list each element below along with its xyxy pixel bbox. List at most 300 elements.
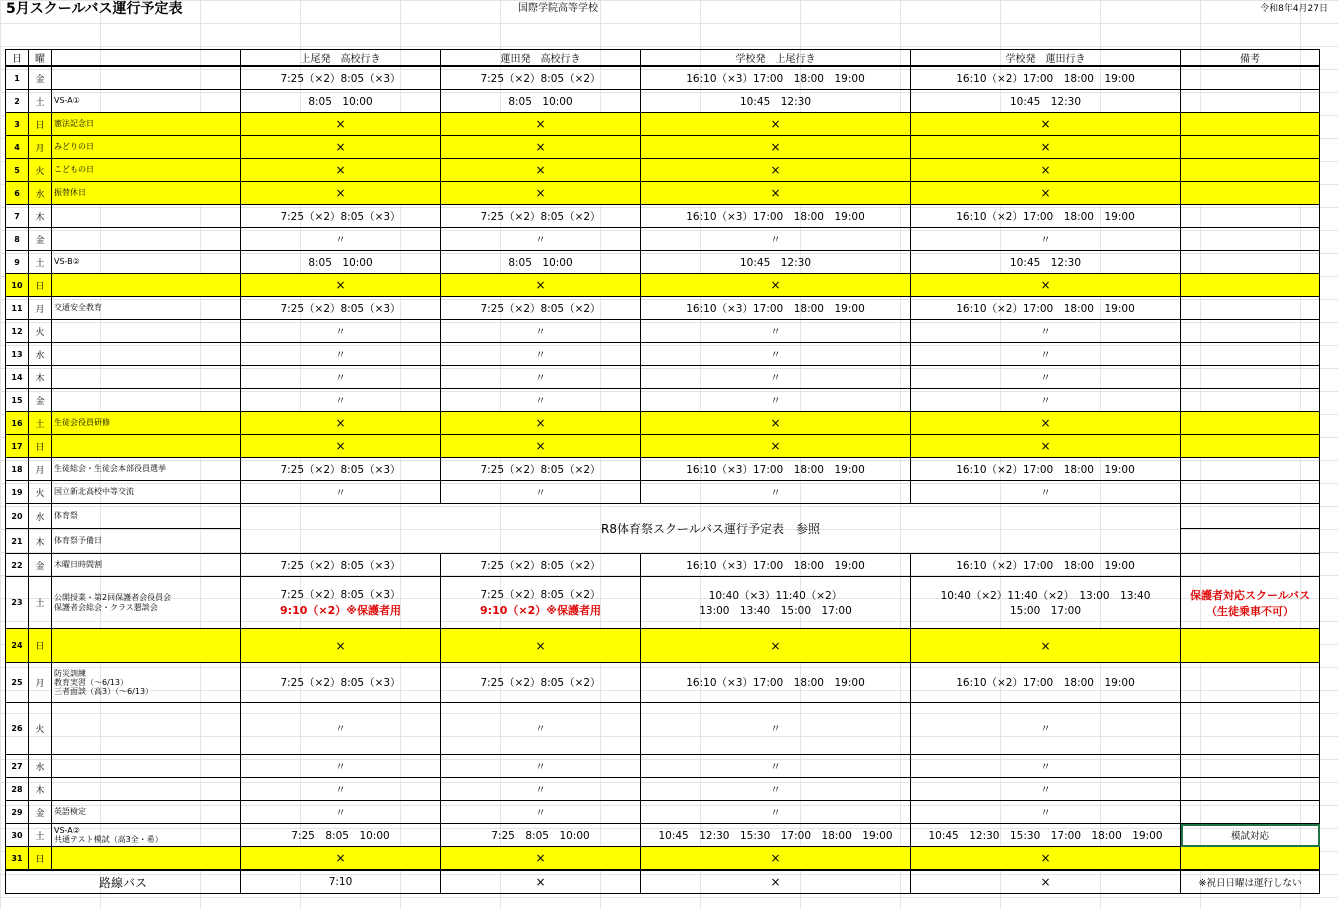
- time-text: 〃: [770, 486, 781, 499]
- school-to-hasuda-cell[interactable]: [911, 159, 1181, 182]
- day-cell[interactable]: 31: [6, 847, 29, 871]
- weekday-cell[interactable]: 土: [29, 412, 52, 435]
- day-cell[interactable]: 27: [6, 755, 29, 778]
- weekday-cell[interactable]: 木: [29, 778, 52, 801]
- hasuda-to-school-cell[interactable]: [441, 847, 641, 871]
- school-to-ageo-cell[interactable]: [641, 113, 911, 136]
- note-text-line2: （生徒乗車不可）: [1206, 604, 1294, 618]
- event-cell[interactable]: [52, 274, 241, 297]
- school-to-ageo-cell[interactable]: [641, 412, 911, 435]
- header-hasuda-to-school[interactable]: 蓮田発 高校行き: [441, 50, 641, 67]
- event-cell[interactable]: [52, 435, 241, 458]
- day-cell[interactable]: 25: [6, 663, 29, 703]
- time-text: 16:10（×3）17:00 18:00 19:00: [686, 677, 865, 689]
- day-cell[interactable]: 2: [6, 90, 29, 113]
- ageo-to-school-cell[interactable]: [241, 297, 441, 320]
- hasuda-to-school-cell[interactable]: [441, 228, 641, 251]
- time-text: 〃: [1040, 325, 1051, 338]
- school-to-hasuda-cell[interactable]: [911, 90, 1181, 113]
- hasuda-to-school-cell[interactable]: [441, 343, 641, 366]
- note-cell[interactable]: [1181, 205, 1320, 228]
- day-cell[interactable]: 21: [6, 529, 29, 554]
- school-to-hasuda-cell[interactable]: [911, 703, 1181, 755]
- day-cell[interactable]: 23: [6, 577, 29, 629]
- note-cell[interactable]: [1181, 801, 1320, 824]
- note-cell[interactable]: [1181, 663, 1320, 703]
- header-note[interactable]: 備考: [1181, 50, 1320, 67]
- school-to-ageo-cell[interactable]: [641, 629, 911, 663]
- day-cell[interactable]: 8: [6, 228, 29, 251]
- time-text: 〃: [535, 723, 546, 735]
- weekday-cell[interactable]: 金: [29, 389, 52, 412]
- hasuda-to-school-cell[interactable]: [441, 297, 641, 320]
- school-to-ageo-cell[interactable]: [641, 66, 911, 90]
- school-to-ageo-cell[interactable]: [641, 847, 911, 871]
- ageo-to-school-cell[interactable]: [241, 320, 441, 343]
- ageo-to-school-cell[interactable]: [241, 136, 441, 159]
- note-cell[interactable]: [1181, 824, 1320, 847]
- weekday-cell[interactable]: 月: [29, 458, 52, 481]
- day-cell[interactable]: 6: [6, 182, 29, 205]
- route-bus-cell[interactable]: 7:10: [241, 870, 441, 894]
- school-to-hasuda-cell[interactable]: [911, 228, 1181, 251]
- school-to-ageo-cell[interactable]: [641, 297, 911, 320]
- school-to-hasuda-cell[interactable]: [911, 629, 1181, 663]
- hasuda-to-school-cell[interactable]: [441, 481, 641, 504]
- school-to-hasuda-cell[interactable]: [911, 801, 1181, 824]
- route-bus-note[interactable]: ※祝日日曜は運行しない: [1181, 870, 1320, 894]
- weekday-cell[interactable]: 木: [29, 529, 52, 554]
- hasuda-to-school-cell[interactable]: [441, 629, 641, 663]
- note-cell[interactable]: [1181, 554, 1320, 577]
- weekday-cell[interactable]: 月: [29, 297, 52, 320]
- weekday-cell[interactable]: 金: [29, 554, 52, 577]
- school-to-ageo-cell[interactable]: [641, 90, 911, 113]
- time-text: 16:10（×3）17:00 18:00 19:00: [686, 559, 865, 572]
- school-to-ageo-cell[interactable]: [641, 389, 911, 412]
- day-cell[interactable]: 24: [6, 629, 29, 663]
- ageo-to-school-cell[interactable]: [241, 824, 441, 847]
- ageo-to-school-cell[interactable]: [241, 412, 441, 435]
- hasuda-to-school-cell[interactable]: [441, 159, 641, 182]
- ageo-to-school-cell[interactable]: [241, 251, 441, 274]
- ageo-to-school-cell[interactable]: [241, 90, 441, 113]
- day-cell[interactable]: 9: [6, 251, 29, 274]
- event-cell[interactable]: 体育祭: [52, 504, 241, 529]
- school-to-ageo-cell[interactable]: [641, 801, 911, 824]
- school-to-hasuda-cell[interactable]: [911, 755, 1181, 778]
- hasuda-to-school-cell[interactable]: [441, 412, 641, 435]
- school-to-ageo-cell[interactable]: [641, 755, 911, 778]
- hasuda-to-school-cell[interactable]: [441, 755, 641, 778]
- event-cell[interactable]: 生徒会役員研修: [52, 412, 241, 435]
- day-cell[interactable]: 29: [6, 801, 29, 824]
- day-cell[interactable]: 28: [6, 778, 29, 801]
- time-text: ×: [1040, 439, 1051, 453]
- day-cell[interactable]: 26: [6, 703, 29, 755]
- hasuda-to-school-cell[interactable]: [441, 113, 641, 136]
- hasuda-to-school-cell[interactable]: [441, 778, 641, 801]
- note-cell[interactable]: [1181, 66, 1320, 90]
- issue-date: 令和8年4月27日: [1260, 4, 1328, 14]
- weekday-cell[interactable]: 土: [29, 577, 52, 629]
- schedule-row: [6, 366, 1320, 389]
- time-text: 10:45 12:30: [739, 256, 812, 269]
- ageo-to-school-cell[interactable]: [241, 366, 441, 389]
- school-to-hasuda-cell[interactable]: [911, 136, 1181, 159]
- ageo-to-school-cell[interactable]: [241, 778, 441, 801]
- ageo-to-school-cell[interactable]: [241, 703, 441, 755]
- day-cell[interactable]: 16: [6, 412, 29, 435]
- ageo-to-school-cell[interactable]: [241, 554, 441, 577]
- event-cell[interactable]: [52, 366, 241, 389]
- header-school-to-hasuda[interactable]: 学校発 蓮田行き: [911, 50, 1181, 67]
- time-text: 10:45 12:30: [739, 95, 812, 108]
- time-text: ×: [1040, 186, 1051, 200]
- time-text: 10:45 12:30: [1009, 95, 1082, 108]
- time-text: ×: [535, 416, 546, 430]
- event-cell[interactable]: [52, 755, 241, 778]
- ageo-to-school-cell[interactable]: [241, 577, 441, 629]
- hasuda-to-school-cell[interactable]: [441, 136, 641, 159]
- weekday-cell[interactable]: 木: [29, 366, 52, 389]
- weekday-cell[interactable]: 日: [29, 629, 52, 663]
- ageo-to-school-cell[interactable]: [241, 113, 441, 136]
- day-cell[interactable]: 17: [6, 435, 29, 458]
- day-cell[interactable]: 30: [6, 824, 29, 847]
- day-cell[interactable]: 15: [6, 389, 29, 412]
- hasuda-to-school-cell[interactable]: [441, 663, 641, 703]
- day-cell[interactable]: 11: [6, 297, 29, 320]
- time-text: ×: [770, 439, 781, 453]
- time-text: 〃: [770, 348, 781, 361]
- event-cell[interactable]: [52, 66, 241, 90]
- event-cell[interactable]: 公開授業・第2回保護者会役員会 保護者会総会・クラス懇談会: [52, 577, 241, 629]
- time-text: 〃: [535, 806, 546, 819]
- school-to-ageo-cell[interactable]: [641, 228, 911, 251]
- event-cell[interactable]: 憲法記念日: [52, 113, 241, 136]
- day-cell[interactable]: 18: [6, 458, 29, 481]
- hasuda-to-school-cell[interactable]: [441, 90, 641, 113]
- time-text: ×: [1040, 638, 1051, 653]
- hasuda-to-school-cell[interactable]: [441, 458, 641, 481]
- weekday-cell[interactable]: 日: [29, 113, 52, 136]
- hasuda-to-school-cell[interactable]: [441, 320, 641, 343]
- ageo-to-school-cell[interactable]: [241, 66, 441, 90]
- hasuda-to-school-cell[interactable]: [441, 577, 641, 629]
- time-text: ×: [770, 140, 781, 154]
- note-cell[interactable]: [1181, 577, 1320, 629]
- weekday-cell[interactable]: 土: [29, 90, 52, 113]
- schedule-row: [6, 343, 1320, 366]
- note-cell[interactable]: [1181, 251, 1320, 274]
- time-text: 〃: [1040, 371, 1051, 384]
- ageo-to-school-cell[interactable]: [241, 435, 441, 458]
- time-text: 〃: [770, 760, 781, 773]
- note-cell[interactable]: [1181, 481, 1320, 504]
- school-to-hasuda-cell[interactable]: [911, 182, 1181, 205]
- note-cell[interactable]: [1181, 755, 1320, 778]
- header-school-to-ageo[interactable]: 学校発 上尾行き: [641, 50, 911, 67]
- note-cell[interactable]: [1181, 297, 1320, 320]
- time-text: 〃: [535, 486, 546, 499]
- event-cell[interactable]: 体育祭予備日: [52, 529, 241, 554]
- note-cell[interactable]: [1181, 629, 1320, 663]
- school-to-ageo-cell[interactable]: [641, 251, 911, 274]
- time-text: 7:25（×2）8:05（×3）: [280, 302, 401, 315]
- event-cell[interactable]: [52, 847, 241, 871]
- weekday-cell[interactable]: 水: [29, 504, 52, 529]
- weekday-cell[interactable]: 月: [29, 663, 52, 703]
- day-cell[interactable]: 10: [6, 274, 29, 297]
- event-cell[interactable]: VS-A①: [52, 90, 241, 113]
- route-bus-label[interactable]: 路線バス: [6, 870, 241, 894]
- school-to-hasuda-cell[interactable]: [911, 274, 1181, 297]
- school-to-ageo-cell[interactable]: [641, 274, 911, 297]
- school-to-hasuda-cell[interactable]: [911, 66, 1181, 90]
- time-text: ×: [335, 278, 346, 292]
- school-to-ageo-cell[interactable]: [641, 481, 911, 504]
- event-cell[interactable]: 国立新北高校中等交流: [52, 481, 241, 504]
- time-text: 7:25（×2）8:05（×2）: [480, 677, 601, 689]
- note-cell[interactable]: [1181, 778, 1320, 801]
- ageo-to-school-cell[interactable]: [241, 343, 441, 366]
- school-to-ageo-cell[interactable]: [641, 320, 911, 343]
- ageo-to-school-cell[interactable]: [241, 182, 441, 205]
- time-text: 10:45 12:30: [1009, 256, 1082, 269]
- day-cell[interactable]: 3: [6, 113, 29, 136]
- day-cell[interactable]: 14: [6, 366, 29, 389]
- event-cell[interactable]: [52, 228, 241, 251]
- time-text: ×: [1040, 163, 1051, 177]
- time-text: 〃: [770, 233, 781, 246]
- event-cell[interactable]: [52, 778, 241, 801]
- school-to-ageo-cell[interactable]: [641, 824, 911, 847]
- ageo-to-school-cell[interactable]: [241, 481, 441, 504]
- school-to-ageo-cell[interactable]: [641, 205, 911, 228]
- event-cell[interactable]: 交通安全教育: [52, 297, 241, 320]
- weekday-cell[interactable]: 金: [29, 801, 52, 824]
- school-to-hasuda-cell[interactable]: [911, 577, 1181, 629]
- ageo-to-school-cell[interactable]: [241, 228, 441, 251]
- school-to-hasuda-cell[interactable]: [911, 435, 1181, 458]
- time-text: 16:10（×3）17:00 18:00 19:00: [686, 210, 865, 223]
- note-cell[interactable]: [1181, 847, 1320, 871]
- hasuda-to-school-cell[interactable]: [441, 703, 641, 755]
- hasuda-to-school-cell[interactable]: [441, 274, 641, 297]
- time-text: ×: [770, 851, 781, 865]
- time-text: ×: [535, 163, 546, 177]
- school-to-ageo-cell[interactable]: [641, 458, 911, 481]
- school-to-hasuda-cell[interactable]: [911, 554, 1181, 577]
- school-to-hasuda-cell[interactable]: [911, 366, 1181, 389]
- weekday-cell[interactable]: 金: [29, 228, 52, 251]
- note-cell[interactable]: [1181, 366, 1320, 389]
- event-cell[interactable]: [52, 343, 241, 366]
- note-cell[interactable]: [1181, 90, 1320, 113]
- school-to-hasuda-cell[interactable]: [911, 663, 1181, 703]
- header-weekday[interactable]: 曜: [29, 50, 52, 67]
- hasuda-to-school-cell[interactable]: [441, 435, 641, 458]
- route-bus-cell[interactable]: ×: [641, 870, 911, 894]
- ageo-to-school-cell[interactable]: [241, 458, 441, 481]
- school-to-ageo-cell[interactable]: [641, 554, 911, 577]
- ageo-to-school-cell[interactable]: [241, 159, 441, 182]
- school-to-hasuda-cell[interactable]: [911, 778, 1181, 801]
- ageo-to-school-cell[interactable]: [241, 389, 441, 412]
- note-cell[interactable]: [1181, 159, 1320, 182]
- school-to-ageo-cell[interactable]: [641, 577, 911, 629]
- ageo-to-school-cell[interactable]: [241, 847, 441, 871]
- note-cell[interactable]: [1181, 504, 1320, 529]
- day-cell[interactable]: 13: [6, 343, 29, 366]
- note-cell[interactable]: [1181, 703, 1320, 755]
- schedule-row: [6, 113, 1320, 136]
- hasuda-to-school-cell[interactable]: [441, 801, 641, 824]
- event-cell[interactable]: 振替休日: [52, 182, 241, 205]
- time-text: 16:10（×3）17:00 18:00 19:00: [686, 463, 865, 476]
- event-cell[interactable]: [52, 205, 241, 228]
- weekday-cell[interactable]: 水: [29, 343, 52, 366]
- event-cell[interactable]: みどりの日: [52, 136, 241, 159]
- time-text: 16:10（×2）17:00 18:00 19:00: [956, 302, 1135, 315]
- weekday-cell[interactable]: 日: [29, 847, 52, 871]
- weekday-cell[interactable]: 土: [29, 251, 52, 274]
- header-day[interactable]: 日: [6, 50, 29, 67]
- weekday-cell[interactable]: 火: [29, 159, 52, 182]
- time-text: 16:10（×2）17:00 18:00 19:00: [956, 559, 1135, 572]
- header-event[interactable]: [52, 50, 241, 67]
- school-to-hasuda-cell[interactable]: [911, 481, 1181, 504]
- note-cell[interactable]: [1181, 274, 1320, 297]
- weekday-cell[interactable]: 火: [29, 703, 52, 755]
- note-cell[interactable]: [1181, 182, 1320, 205]
- school-to-hasuda-cell[interactable]: [911, 320, 1181, 343]
- weekday-cell[interactable]: 金: [29, 66, 52, 90]
- school-to-ageo-cell[interactable]: [641, 343, 911, 366]
- ageo-to-school-cell[interactable]: [241, 629, 441, 663]
- hasuda-to-school-cell[interactable]: [441, 389, 641, 412]
- event-cell[interactable]: VS-B②: [52, 251, 241, 274]
- route-bus-cell[interactable]: ×: [911, 870, 1181, 894]
- hasuda-to-school-cell[interactable]: [441, 824, 641, 847]
- weekday-cell[interactable]: 火: [29, 481, 52, 504]
- weekday-cell[interactable]: 木: [29, 205, 52, 228]
- school-to-hasuda-cell[interactable]: [911, 847, 1181, 871]
- event-cell[interactable]: [52, 320, 241, 343]
- day-cell[interactable]: 19: [6, 481, 29, 504]
- note-cell[interactable]: [1181, 412, 1320, 435]
- hasuda-to-school-cell[interactable]: [441, 66, 641, 90]
- time-text: 〃: [535, 233, 546, 246]
- school-to-ageo-cell[interactable]: [641, 703, 911, 755]
- school-to-hasuda-cell[interactable]: [911, 343, 1181, 366]
- ageo-to-school-cell[interactable]: [241, 755, 441, 778]
- event-cell[interactable]: VS-A② 共通テスト模試（高3全・希）: [52, 824, 241, 847]
- day-cell[interactable]: 20: [6, 504, 29, 529]
- school-to-hasuda-cell[interactable]: [911, 113, 1181, 136]
- weekday-cell[interactable]: 火: [29, 320, 52, 343]
- ageo-to-school-cell[interactable]: [241, 205, 441, 228]
- hasuda-to-school-cell[interactable]: [441, 182, 641, 205]
- day-cell[interactable]: 1: [6, 66, 29, 90]
- day-cell[interactable]: 12: [6, 320, 29, 343]
- school-to-ageo-cell[interactable]: [641, 182, 911, 205]
- note-cell[interactable]: [1181, 228, 1320, 251]
- ageo-to-school-cell[interactable]: [241, 801, 441, 824]
- school-to-hasuda-cell[interactable]: [911, 297, 1181, 320]
- hasuda-to-school-cell[interactable]: [441, 251, 641, 274]
- school-to-hasuda-cell[interactable]: [911, 389, 1181, 412]
- weekday-cell[interactable]: 水: [29, 182, 52, 205]
- event-cell[interactable]: [52, 703, 241, 755]
- weekday-cell[interactable]: 日: [29, 435, 52, 458]
- day-cell[interactable]: 22: [6, 554, 29, 577]
- event-cell[interactable]: [52, 629, 241, 663]
- event-cell[interactable]: 英語検定: [52, 801, 241, 824]
- school-to-hasuda-cell[interactable]: [911, 251, 1181, 274]
- event-cell[interactable]: 防災訓練 教育実習（～6/13） 三者面談（高3）（～6/13）: [52, 663, 241, 703]
- event-cell[interactable]: 生徒総会・生徒会本部役員選挙: [52, 458, 241, 481]
- time-text: ×: [335, 439, 346, 453]
- time-text: ×: [770, 416, 781, 430]
- day-cell[interactable]: 4: [6, 136, 29, 159]
- note-cell[interactable]: [1181, 529, 1320, 554]
- note-cell[interactable]: [1181, 435, 1320, 458]
- ageo-to-school-cell[interactable]: [241, 663, 441, 703]
- route-bus-cell[interactable]: ×: [441, 870, 641, 894]
- school-to-hasuda-cell[interactable]: [911, 458, 1181, 481]
- school-to-ageo-cell[interactable]: [641, 136, 911, 159]
- weekday-cell[interactable]: 土: [29, 824, 52, 847]
- school-to-hasuda-cell[interactable]: [911, 412, 1181, 435]
- school-to-ageo-cell[interactable]: [641, 159, 911, 182]
- event-cell[interactable]: こどもの日: [52, 159, 241, 182]
- event-cell[interactable]: 木曜日時間割: [52, 554, 241, 577]
- weekday-cell[interactable]: 水: [29, 755, 52, 778]
- header-ageo-to-school[interactable]: 上尾発 高校行き: [241, 50, 441, 67]
- weekday-cell[interactable]: 月: [29, 136, 52, 159]
- school-to-ageo-cell[interactable]: [641, 435, 911, 458]
- hasuda-to-school-cell[interactable]: [441, 366, 641, 389]
- note-cell[interactable]: [1181, 136, 1320, 159]
- event-cell[interactable]: [52, 389, 241, 412]
- hasuda-to-school-cell[interactable]: [441, 205, 641, 228]
- sports-day-merged-cell[interactable]: R8体育祭スクールバス運行予定表 参照: [241, 504, 1181, 554]
- school-to-ageo-cell[interactable]: [641, 663, 911, 703]
- header-row: [6, 50, 1320, 67]
- time-text: 〃: [535, 760, 546, 773]
- school-to-hasuda-cell[interactable]: [911, 824, 1181, 847]
- ageo-to-school-cell[interactable]: [241, 274, 441, 297]
- time-text: ×: [335, 186, 346, 200]
- school-to-ageo-cell[interactable]: [641, 778, 911, 801]
- school-to-ageo-cell[interactable]: [641, 366, 911, 389]
- note-cell[interactable]: [1181, 343, 1320, 366]
- time-text: 7:25（×2）8:05（×2）: [480, 210, 601, 223]
- time-text: ×: [335, 117, 346, 131]
- weekday-cell[interactable]: 日: [29, 274, 52, 297]
- day-cell[interactable]: 7: [6, 205, 29, 228]
- note-cell[interactable]: [1181, 320, 1320, 343]
- school-to-hasuda-cell[interactable]: [911, 205, 1181, 228]
- schedule-row: [6, 320, 1320, 343]
- note-cell[interactable]: [1181, 113, 1320, 136]
- day-cell[interactable]: 5: [6, 159, 29, 182]
- note-cell[interactable]: [1181, 389, 1320, 412]
- hasuda-to-school-cell[interactable]: [441, 554, 641, 577]
- note-cell[interactable]: [1181, 458, 1320, 481]
